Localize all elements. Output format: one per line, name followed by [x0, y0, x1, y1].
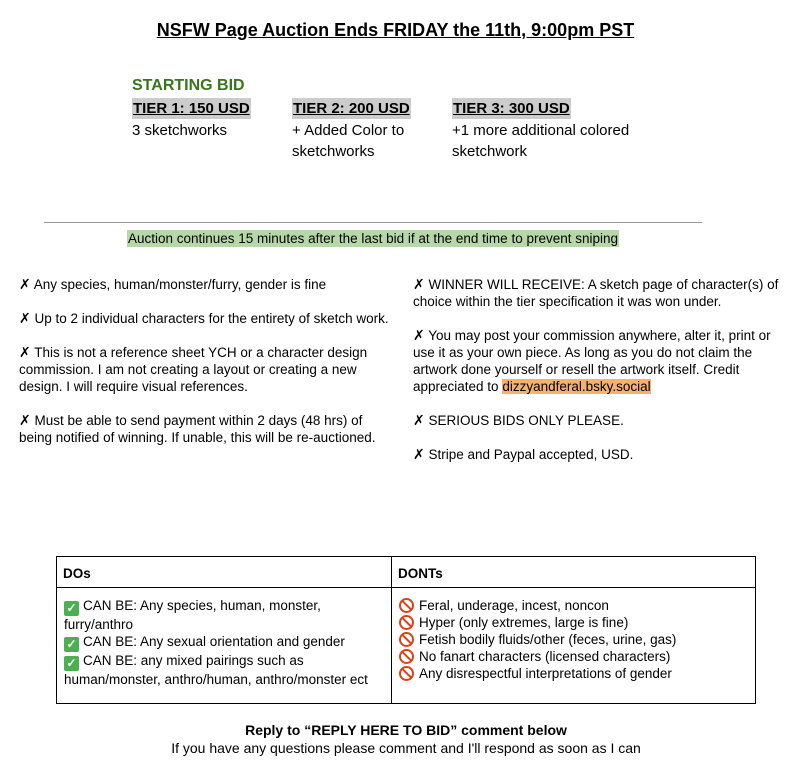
page-title: NSFW Page Auction Ends FRIDAY the 11th, 9:00pm PST	[156, 20, 635, 40]
reply-instruction: Reply to “REPLY HERE TO BID” comment below	[245, 722, 567, 738]
tier-3-name: TIER 3: 300 USD	[453, 100, 570, 117]
prohibited-icon	[399, 615, 414, 630]
rule-usage: ✗ You may post your commission anywhere, alter it, print or use it as your own piece. As long as you do not claim the artwork done yourself or resell the artwork itself. Credit appreciated to dizzyandferal.bsky.social	[413, 327, 771, 394]
check-mark-icon: ✓	[64, 637, 79, 652]
donts-item: Feral, underage, incest, noncon	[399, 597, 749, 614]
x-mark-icon: ✗	[19, 310, 31, 326]
tier-1-desc: 3 sketchworks	[132, 122, 228, 139]
tier-2	[292, 98, 442, 162]
prohibited-icon	[399, 649, 414, 664]
donts-item: Hyper (only extremes, large is fine)	[399, 614, 749, 631]
prohibited-icon	[399, 666, 414, 681]
dos-cell	[57, 588, 392, 703]
x-mark-icon: ✗	[19, 412, 31, 428]
rules-right-column	[413, 276, 791, 480]
tier-3	[452, 98, 662, 162]
x-mark-icon: ✗	[413, 446, 425, 462]
dos-header: DOs	[57, 557, 392, 588]
rule-serious: ✗ SERIOUS BIDS ONLY PLEASE.	[413, 412, 624, 428]
rule-characters: ✗ Up to 2 individual characters for the entirety of sketch work.	[19, 310, 389, 326]
dos-donts-table	[56, 556, 756, 704]
rule-payment-window: ✗ Must be able to send payment within 2 days (48 hrs) of being notified of winning. If unable, this will be re-auctioned.	[19, 412, 376, 445]
tier-2-name: TIER 2: 200 USD	[293, 100, 410, 117]
auction-continue-text: Auction continues 15 minutes after the last bid if at the end time to prevent sniping	[127, 231, 619, 246]
rule-payment-methods: ✗ Stripe and Paypal accepted, USD.	[413, 446, 634, 462]
x-mark-icon: ✗	[413, 412, 425, 428]
tier-1-name: TIER 1: 150 USD	[133, 100, 250, 117]
dos-item: ✓ CAN BE: any mixed pairings such as human/monster, anthro/human, anthro/monster ect	[64, 653, 368, 687]
donts-cell	[392, 588, 755, 703]
starting-bid-label: STARTING BID	[132, 77, 245, 94]
rule-not-reference: ✗ This is not a reference sheet YCH or a character design commission. I am not creating a layout or creating a new design. I will require visual references.	[19, 344, 368, 394]
x-mark-icon: ✗	[19, 276, 31, 292]
dos-item: ✓ CAN BE: Any sexual orientation and gender	[64, 633, 385, 652]
questions-note: If you have any questions please comment and I'll respond as soon as I can	[171, 740, 641, 756]
donts-item: No fanart characters (licensed characters)	[399, 648, 749, 665]
tier-3-desc: +1 more additional colored sketchwork	[452, 122, 630, 160]
auction-continue-note	[0, 231, 746, 246]
donts-item: Fetish bodily fluids/other (feces, urine, gas)	[399, 631, 749, 648]
prohibited-icon	[399, 598, 414, 613]
tier-2-desc: + Added Color to sketchworks	[292, 122, 405, 160]
donts-header: DONTs	[392, 557, 755, 588]
check-mark-icon: ✓	[64, 656, 79, 671]
rule-species: ✗ Any species, human/monster/furry, gender is fine	[19, 276, 327, 292]
donts-item: Any disrespectful interpretations of gender	[399, 665, 749, 682]
prohibited-icon	[399, 632, 414, 647]
check-mark-icon: ✓	[64, 601, 79, 616]
rule-winner: ✗ WINNER WILL RECEIVE: A sketch page of character(s) of choice within the tier specification it was won under.	[413, 276, 779, 309]
tier-1	[132, 98, 282, 141]
divider	[44, 222, 702, 223]
x-mark-icon: ✗	[19, 344, 31, 360]
rules-left-column	[19, 276, 399, 463]
credit-handle: dizzyandferal.bsky.social	[502, 379, 651, 394]
x-mark-icon: ✗	[413, 276, 425, 292]
dos-item: ✓ CAN BE: Any species, human, monster, furry/anthro	[64, 598, 321, 632]
x-mark-icon: ✗	[413, 327, 425, 343]
